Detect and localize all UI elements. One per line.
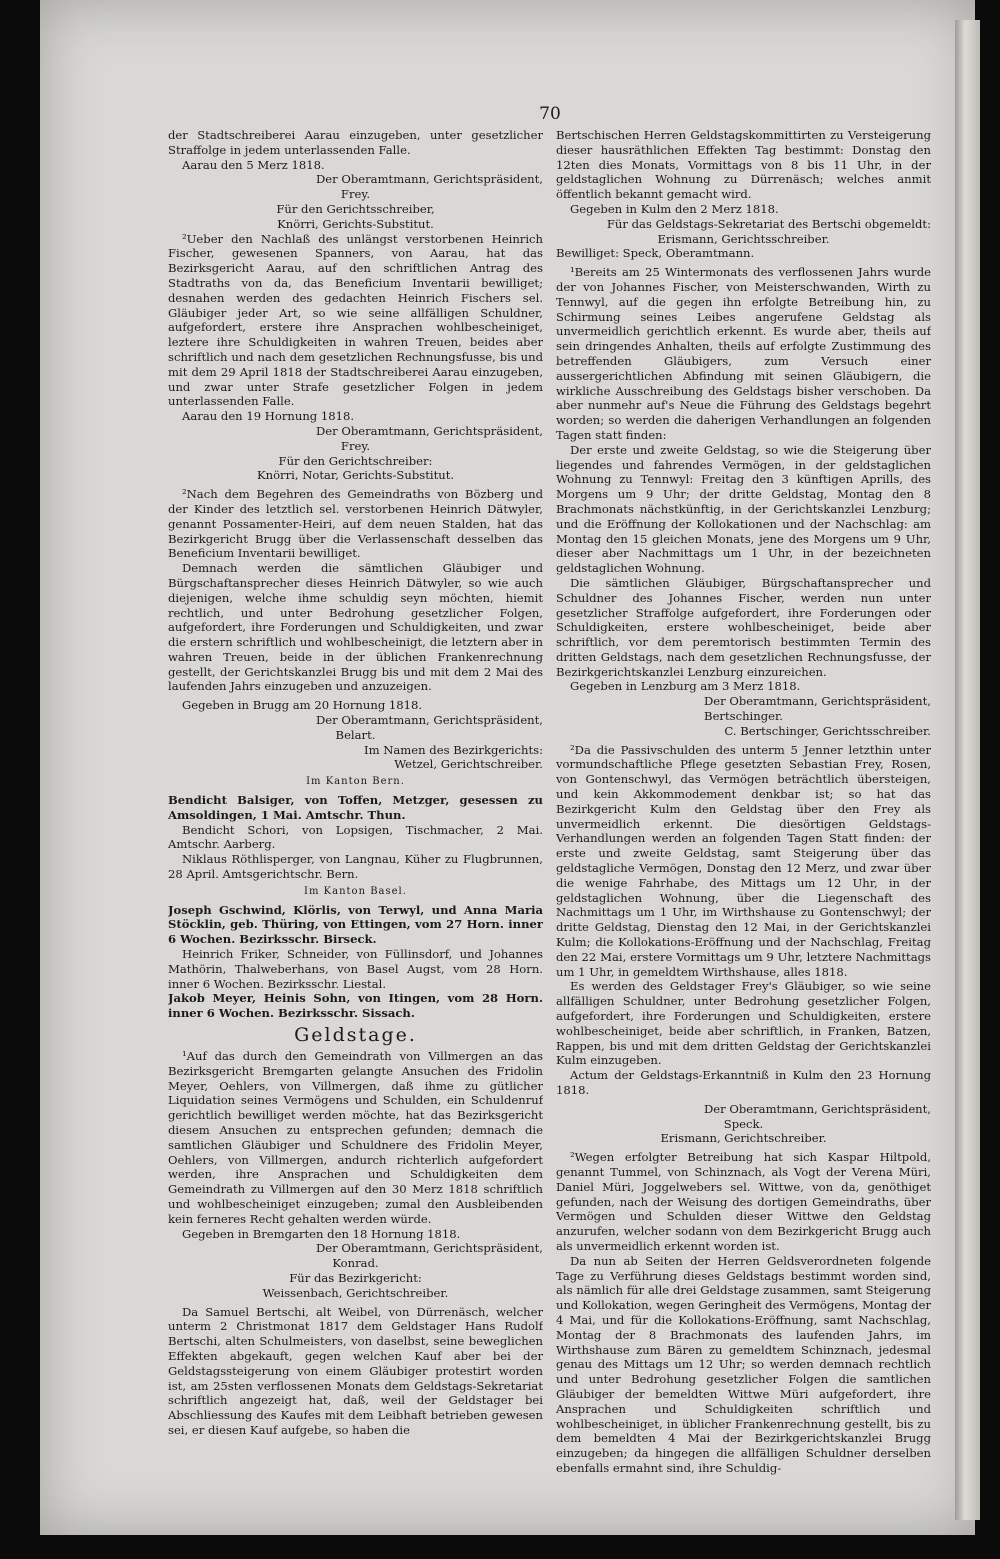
left-column-paragraph: Aarau den 5 Merz 1818. xyxy=(182,157,325,172)
left-column-paragraph: Im Kanton Basel. xyxy=(304,885,407,897)
page-number: 70 xyxy=(539,104,561,124)
right-column-paragraph: Bertschinger. xyxy=(704,709,783,724)
right-column-paragraph: Bertschischen Herren Geldstagskommittirten zu Versteigerung dieser hausräthlichen Effekten Tag bestimmt: Donstag den 12ten dies Monats, Vormittags von 8 bis 11 Uhr, in der geldstaglichen Wohnung zu Dürrenäsch; welches anmit öffentlich bekannt gemacht wird. xyxy=(556,128,931,202)
left-column-paragraph: Der Oberamtmann, Gerichtspräsident, xyxy=(315,713,543,728)
left-column-paragraph: Knörri, Gerichts-Substitut. xyxy=(277,216,434,231)
left-column-paragraph: Wetzel, Gerichtschreiber. xyxy=(394,757,543,772)
left-column-paragraph: Gegeben in Brugg am 20 Hornung 1818. xyxy=(182,698,423,713)
left-column-paragraph: Knörri, Notar, Gerichts-Substitut. xyxy=(256,468,455,483)
left-column-paragraph: der Stadtschreiberei Aarau einzugeben, unter gesetzlicher Straffolge in jedem unterlassenden Falle. xyxy=(168,128,543,157)
left-column-paragraph: Demnach werden die sämtlichen Gläubiger und Bürgschaftansprecher dieses Heinrich Dätwyler, so wie auch diejenigen, welche ihme schuldig seyn möchten, hiemit rechtlich, und unter Bedrohung gesetzlicher Folgen, aufgefordert, ihre Forderungen und Schuldigkeiten, und zwar die erstern schriftlich und wohlbescheinigt, die letztern aber in wahren Treuen, beide in der üblichen Frankenrechnung gestellt, der Gerichtskanzlei Brugg bis und mit dem 2 Mai des laufenden Jahrs einzugeben und anzuzeigen. xyxy=(168,561,543,694)
left-column-paragraph: Jakob Meyer, Heinis Sohn, von Itingen, vom 28 Horn. inner 6 Wochen. Bezirksschr. Sissach. xyxy=(168,991,543,1021)
left-column-paragraph: Weissenbach, Gerichtschreiber. xyxy=(262,1285,449,1300)
right-column-paragraph: C. Bertschinger, Gerichtsschreiber. xyxy=(724,723,931,738)
left-column-paragraph: Niklaus Röthlisperger, von Langnau, Küher zu Flugbrunnen, 28 April. Amtsgerichtschr. Bern. xyxy=(168,852,543,882)
right-column-paragraph: Der erste und zweite Geldstag, so wie die Steigerung über liegendes und fahrendes Vermögen, in der geldstaglichen Wohnung zu Tennwyl: Freitag den 3 künftigen Aprills, des Morgens um 9 Uhr; der dritte Geldstag, Montag den 8 Brachmonats nächstkünftig, in der Gerichtskanzlei Lenzburg; und die Eröffnung der Kollokationen und der Nachschlag: am Montag den 15 gleichen Monats, jene des Morgens um 9 Uhr, dieser aber Nachmittags um 1 Uhr, in der bezeichneten geldstaglichen Wohnung. xyxy=(556,442,931,576)
right-column-paragraph: Speck. xyxy=(723,1116,764,1131)
left-column-paragraph: Joseph Gschwind, Klörlis, von Terwyl, und Anna Maria Stöcklin, geb. Thüring, von Ettingen, vom 27 Horn. inner 6 Wochen. Bezirksschr. Birseck. xyxy=(168,902,543,947)
left-column-paragraph: ¹Auf das durch den Gemeindrath von Villmergen an das Bezirksgericht Bremgarten gelangte Ansuchen des Fridolin Meyer, Oehlers, von Villmergen, daß ihme zu gütlicher Liquidation seines Vermögens und Schulden, ein Schuldenruf gerichtlich bewilliget werden möchte, hat das Bezirksgericht diesem Ansuchen zu entsprechen gefunden; demnach die samtlichen Gläubiger und Schuldnere des Fridolin Meyer, Oehlers, von Villmergen, andurch richterlich aufgefordert werden, ihre Ansprachen und Schuldigkeiten dem Gemeindrath zu Villmergen auf den 30 Merz 1818 schriftlich und wohlbescheiniget einzugeben; zumal den Ausbleibenden kein ferneres Recht gehalten werden würde. xyxy=(168,1049,543,1226)
right-column-paragraph: Gegeben in Lenzburg am 3 Merz 1818. xyxy=(570,679,801,694)
page-edge xyxy=(955,20,980,1520)
right-column-paragraph: ²Da die Passivschulden des unterm 5 Jenner letzthin unter vormundschaftliche Pflege gesetzten Sebastian Frey, Rosen, von Gontenschwyl, das Vermögen beträchtlich übersteigen, und kein Akkommodement denkbar ist; so hat das Bezirkgericht Kulm den Geldstag über den Frey als unvermeidlich erkennt. Die diesörtigen Geldstags-Verhandlungen werden an folgenden Tagen Statt finden: der erste und zweite Geldstag, samt Steigerung über das geldstagliche Vermögen, Donstag den 12 Merz, und zwar über die wenige Fahrhabe, des Mittags um 12 Uhr, in der geldstaglichen Wohnung, über die Liegenschaft des Nachmittags um 1 Uhr, im Wirthshause zu Gontenschwyl; der dritte Geldstag, Dienstag den 12 Mai, in der Gerichtskanzlei Kulm; die Kollokations-Eröffnung und der Nachschlag, Freitag den 22 Mai, erstere Vormittags um 9 Uhr, letztere Nachmittags um 1 Uhr, in gemeldtem Wirthshause, alles 1818. xyxy=(556,742,931,979)
left-column-paragraph: Konrad. xyxy=(332,1256,379,1271)
right-column-paragraph: Da nun ab Seiten der Herren Geldsverordneten folgende Tage zu Verführung dieses Geldstags bestimmt worden sind, als nämlich für alle drei Geldstage zusammen, samt Steigerung und Kollokation, wegen Geringheit des Vermögens, Montag der 4 Mai, und für die Kollokations-Eröffnung, samt Nachschlag, Montag der 8 Brachmonats des laufenden Jahrs, im Wirthshause zum Bären zu gemeldtem Schinznach, jedesmal genau des Mittags um 12 Uhr; so werden demnach rechtlich und unter Bedrohung gesetzlicher Folgen die samtlichen Gläubiger der bemeldten Wittwe Müri aufgefordert, ihre Ansprachen und Schuldigkeiten schriftlich und wohlbescheiniget, in üblicher Frankenrechnung gestellt, bis zu dem bemeldten 4 Mai der Bezirkgerichtskanzlei Brugg einzugeben; da hingegen die allfälligen Schuldner derselben ebenfalls ermahnt sind, ihre Schuldig- xyxy=(556,1253,931,1475)
left-column xyxy=(168,128,543,1523)
right-column-paragraph: Für das Geldstags-Sekretariat des Bertschi obgemeldt: xyxy=(606,216,931,231)
right-column-paragraph: ²Wegen erfolgter Betreibung hat sich Kaspar Hiltpold, genannt Tummel, von Schinznach, als Vogt der Verena Müri, Daniel Müri, Joggelwebers sel. Wittwe, von da, genöthiget gefunden, nach der Weisung des dortigen Gemeindraths, über Vermögen und Schulden dieser Wittwe den Geldstag anzurufen, welcher sodann von dem Bezirkgericht Brugg auch als unvermeidlich erkennt worden ist. xyxy=(556,1150,931,1253)
left-column-paragraph: Bendicht Schori, von Lopsigen, Tischmacher, 2 Mai. Amtschr. Aarberg. xyxy=(168,822,543,852)
left-column-paragraph: Der Oberamtmann, Gerichtspräsident, xyxy=(315,172,543,187)
left-column-paragraph: Für den Gerichtsschreiber, xyxy=(276,201,435,216)
left-column-paragraph: Heinrich Friker, Schneider, von Füllinsdorf, und Johannes Mathörin, Thalweberhans, von Basel Augst, vom 28 Horn. inner 6 Wochen. Bezirksschr. Liestal. xyxy=(168,947,543,991)
right-column-paragraph: Der Oberamtmann, Gerichtspräsident, xyxy=(703,694,931,709)
left-column-paragraph: Da Samuel Bertschi, alt Weibel, von Dürrenäsch, welcher unterm 2 Christmonat 1817 dem Geldstager Hans Rudolf Bertschi, alten Schulmeisters, von daselbst, seine beweglichen Effekten abgekauft, gegen welchen Kauf aber bei der Geldstagssteigerung von einem Gläubiger protestirt worden ist, am 25sten verflossenen Monats dem Geldstags-Sekretariat schriftlich angezeigt hat, daß, weil der Geldstager bei Abschliessung des Kaufes mit dem Leibhaft betrieben gewesen sei, er diesen Kauf aufgebe, so haben die xyxy=(168,1304,543,1437)
left-column-paragraph: Aarau den 19 Hornung 1818. xyxy=(182,409,355,424)
left-column-paragraph: Geldstage. xyxy=(294,1024,417,1047)
right-column-paragraph: Bewilliget: Speck, Oberamtmann. xyxy=(556,246,755,261)
right-column-paragraph: Erismann, Gerichtschreiber. xyxy=(660,1131,827,1146)
right-column-paragraph: Actum der Geldstags-Erkanntniß in Kulm den 23 Hornung 1818. xyxy=(556,1068,931,1097)
left-column-paragraph: Der Oberamtmann, Gerichtspräsident, xyxy=(315,423,543,438)
right-column-paragraph: Die sämtlichen Gläubiger, Bürgschaftansprecher und Schuldner des Johannes Fischer, werden nun unter gesetzlicher Straffolge aufgefordert, ihre Forderungen oder Schuldigkeiten, erstere wohlbescheiniget, beide aber schriftlich, vor dem peremtorisch bestimmten Termin des dritten Geldstags, nach dem gesetzlichen Rechnungsfusse, der Bezirkgerichtskanzlei Lenzburg einzureichen. xyxy=(556,575,931,679)
right-column-paragraph: Es werden des Geldstager Frey's Gläubiger, so wie seine allfälligen Schuldner, unter Bedrohung gesetzlicher Folgen, aufgefordert, ihre Forderungen und Schuldigkeiten, erstere wohlbescheiniget, beide aber schriftlich, in Franken, Batzen, Rappen, bis und mit dem dritten Geldstag der Gerichtskanzlei Kulm einzugeben. xyxy=(556,979,931,1068)
right-column-paragraph: Gegeben in Kulm den 2 Merz 1818. xyxy=(570,201,779,216)
left-column-paragraph: Im Namen des Bezirkgerichts: xyxy=(363,742,543,757)
left-column-paragraph: ²Nach dem Begehren des Gemeindraths von Bözberg und der Kinder des letztlich sel. verstorbenen Heinrich Dätwyler, genannt Possamenter-Heiri, auf dem neuen Stalden, hat das Bezirkgericht Brugg über die Verlassenschaft desselben das Beneficium Inventarii bewilliget. xyxy=(168,487,543,561)
right-column-paragraph: Der Oberamtmann, Gerichtspräsident, xyxy=(703,1101,931,1116)
left-column-paragraph: ²Ueber den Nachlaß des unlängst verstorbenen Heinrich Fischer, gewesenen Spanners, von Aarau, hat das Bezirksgericht Aarau, auf den schriftlichen Antrag des Stadtraths von da, das Beneficium Inventarii bewilliget; desnahen werden des gedachten Heinrich Fischers sel. Gläubiger jeder Art, so wie seine allfälligen Schuldner, aufgefordert, erstere ihre Ansprachen wohlbescheiniget, leztere ihre Schuldigkeiten in wahren Treuen, beides aber schriftlich und nach dem gesetzlichen Rechnungsfusse, bis und mit dem 29 April 1818 der Stadtschreiberei Aarau einzugeben, und zwar unter Strafe gesetzlicher Folgen in jedem unterlassenden Falle. xyxy=(168,231,543,409)
left-column-paragraph: Frey. xyxy=(340,438,371,453)
right-column-paragraph: Erismann, Gerichtsschreiber. xyxy=(657,231,830,246)
left-column-paragraph: Gegeben in Bremgarten den 18 Hornung 1818. xyxy=(182,1226,461,1241)
left-column-paragraph: Für den Gerichtschreiber: xyxy=(278,453,433,468)
left-column-paragraph: Für das Bezirkgericht: xyxy=(289,1270,422,1285)
left-column-paragraph: Im Kanton Bern. xyxy=(306,776,405,788)
left-column-paragraph: Belart. xyxy=(335,727,376,742)
left-column-paragraph: Der Oberamtmann, Gerichtspräsident, xyxy=(315,1241,543,1256)
left-column-paragraph: Bendicht Balsiger, von Toffen, Metzger, gesessen zu Amsoldingen, 1 Mai. Amtschr. Thun. xyxy=(168,793,543,822)
right-column xyxy=(556,128,931,1523)
left-column-paragraph: Frey. xyxy=(340,187,371,202)
right-column-paragraph: ¹Bereits am 25 Wintermonats des verflossenen Jahrs wurde der von Johannes Fischer, von Meisterschwanden, Wirth zu Tennwyl, auf die gegen ihn erfolgte Betreibung hin, zu Schirmung seines Leibes angerufene Geldstag als unvermeidlich gerichtlich erkennt. Es wurde aber, theils auf sein dringendes Anhalten, theils auf erfolgte Zustimmung des betreffenden Gläubigers, zum Versuch einer aussergerichtlichen Abfindung mit seinen Gläubigern, die wirkliche Ausschreibung des Geldstags bisher verschoben. Da aber nunmehr auf's Neue die Führung des Geldstags begehrt worden; so werden die daherigen Verhandlungen an folgenden Tagen statt finden: xyxy=(556,265,931,442)
